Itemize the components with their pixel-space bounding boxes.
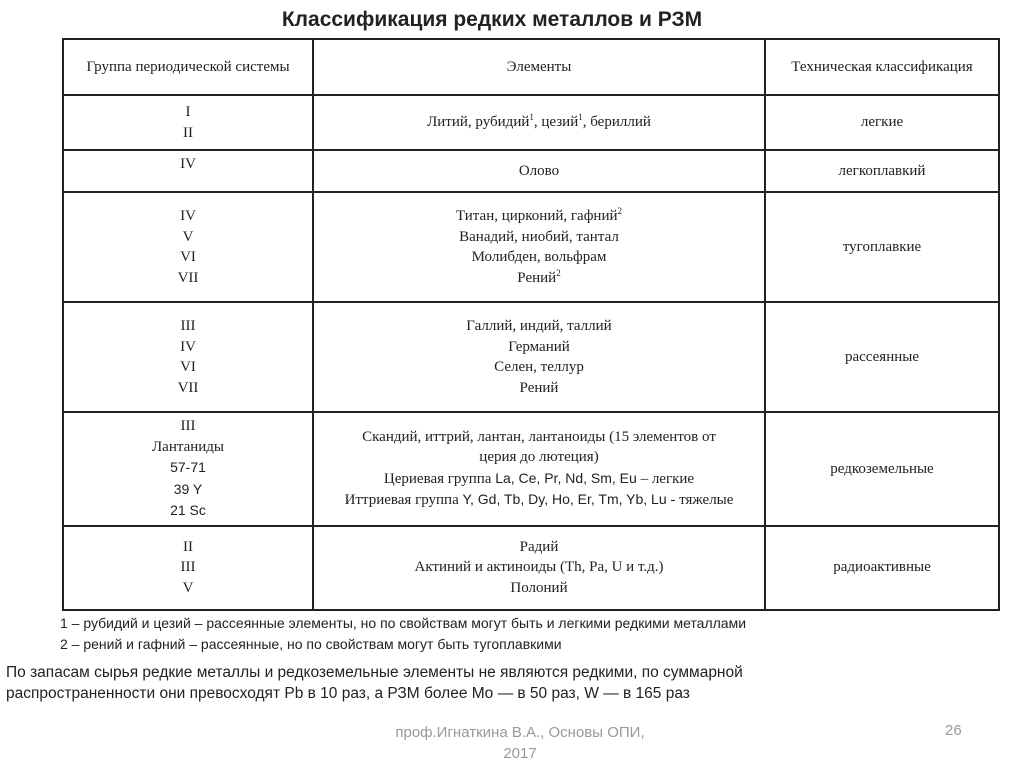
header-classification: Техническая классификация <box>765 39 999 95</box>
cell-text: IV <box>180 338 196 355</box>
cell-line <box>320 378 758 399</box>
cell-text: II <box>183 538 193 555</box>
cell-text: V <box>182 228 194 245</box>
cell-text: VI <box>180 249 196 265</box>
group-cell <box>63 192 313 302</box>
cell-text: III <box>180 559 196 576</box>
cell-text: Литий, рубидий <box>427 114 530 131</box>
cell-line <box>320 247 758 268</box>
cell-text: Олово <box>518 162 560 179</box>
cell-line <box>320 357 758 378</box>
cell-text: IV <box>180 208 196 224</box>
cell-text: Иттриевая группа <box>344 492 463 509</box>
header-group: Группа периодической системы <box>63 39 313 95</box>
footnote-marker: 2 <box>617 206 622 216</box>
cell-text: Ванадий, ниобий, тантал <box>459 228 619 245</box>
cell-line <box>320 316 758 337</box>
elements-cell <box>313 150 765 192</box>
cell-line <box>70 416 306 437</box>
footnote-marker: 2 <box>556 267 561 278</box>
summary-paragraph <box>6 662 743 704</box>
classification-cell: легкоплавкий <box>765 150 999 192</box>
cell-text: Радий <box>519 538 559 555</box>
group-cell <box>63 95 313 150</box>
cell-line <box>320 557 758 578</box>
table-row <box>63 526 999 610</box>
cell-line <box>320 206 758 227</box>
elements-cell <box>313 192 765 302</box>
classification-cell: легкие <box>765 95 999 150</box>
group-cell <box>63 150 313 192</box>
cell-text: V <box>182 579 194 596</box>
cell-text: IV <box>180 156 196 172</box>
classification-cell: радиоактивные <box>765 526 999 610</box>
cell-text: Лантаниды <box>151 438 225 455</box>
cell-line <box>70 268 306 289</box>
cell-line <box>70 227 306 248</box>
cell-line <box>70 247 306 268</box>
group-cell <box>63 302 313 412</box>
cell-line <box>70 102 306 123</box>
footnote-marker: 1 <box>578 112 583 123</box>
cell-line <box>320 427 758 448</box>
cell-text: III <box>180 318 196 334</box>
group-cell <box>63 526 313 610</box>
cell-line <box>320 112 758 133</box>
cell-line <box>70 357 306 378</box>
cell-text: Актиний и актиноиды (Th, Pa, U и т.д.) <box>414 559 664 576</box>
cell-text: , бериллий <box>582 114 651 131</box>
cell-text: - тяжелые <box>666 492 734 509</box>
cell-line <box>70 479 306 501</box>
summary-line: распространенности они превосходят Pb в 10 раз, а РЗМ более Mo — в 50 раз, W — в 165 раз <box>6 685 690 702</box>
cell-text: Полоний <box>510 579 568 596</box>
footer-line: проф.Игнаткина В.А., Основы ОПИ, <box>395 724 645 741</box>
cell-text: VI <box>180 359 196 375</box>
table-row <box>63 95 999 150</box>
footer-year: 2017 <box>503 745 537 762</box>
cell-text: Галлий, индий, таллий <box>466 318 612 334</box>
cell-line <box>70 537 306 558</box>
table-row <box>63 412 999 526</box>
cell-line <box>70 500 306 522</box>
cell-text: Цериевая группа <box>383 470 496 487</box>
cell-text: II <box>183 124 193 141</box>
cell-text: Скандий, иттрий, лантан, лантаноиды (15 элементов от <box>362 428 716 445</box>
cell-line <box>70 557 306 578</box>
cell-line <box>70 206 306 227</box>
cell-text: церия до лютеция) <box>479 449 599 466</box>
cell-line <box>320 337 758 358</box>
cell-text: 39 Y <box>173 480 203 497</box>
cell-text: Германий <box>508 338 570 355</box>
cell-line <box>70 437 306 458</box>
cell-text: I <box>185 104 191 120</box>
cell-line <box>320 578 758 599</box>
cell-line <box>70 457 306 479</box>
classification-cell: рассеянные <box>765 302 999 412</box>
classification-cell: тугоплавкие <box>765 192 999 302</box>
cell-text: Селен, теллур <box>494 359 584 375</box>
elements-cell <box>313 95 765 150</box>
cell-line <box>320 537 758 558</box>
footer-author <box>340 722 700 764</box>
cell-line <box>320 268 758 289</box>
cell-text: VII <box>177 269 199 286</box>
cell-text: , цезий <box>533 114 579 131</box>
cell-text: La, Ce, Pr, Nd, Sm, Eu <box>495 469 637 486</box>
table-header-row <box>63 39 999 95</box>
cell-text: Y, Gd, Tb, Dy, Ho, Er, Tm, Yb, Lu <box>462 491 667 508</box>
footnote-1: 1 – рубидий и цезий – рассеянные элементы, но по свойствам могут быть и легкими редкими металлами <box>60 615 747 631</box>
cell-line <box>320 227 758 248</box>
elements-cell <box>313 526 765 610</box>
cell-text: 21 Sc <box>170 502 206 518</box>
footnote-2: 2 – рений и гафний – рассеянные, но по свойствам могут быть тугоплавкими <box>60 636 562 652</box>
cell-text: III <box>180 418 196 434</box>
group-cell <box>63 412 313 526</box>
cell-text: 57-71 <box>170 459 206 475</box>
cell-text: VII <box>177 379 199 396</box>
slide-title: Классификация редких металлов и РЗМ <box>281 8 703 31</box>
elements-cell <box>313 412 765 526</box>
elements-cell <box>313 302 765 412</box>
cell-text: Молибден, вольфрам <box>471 249 607 265</box>
header-elements: Элементы <box>313 39 765 95</box>
cell-line <box>320 447 758 468</box>
cell-text: Рений <box>517 269 557 286</box>
footnote-marker: 1 <box>529 112 534 123</box>
table-row <box>63 150 999 192</box>
classification-cell: редкоземельные <box>765 412 999 526</box>
page-number: 26 <box>945 722 962 739</box>
cell-text: Рений <box>519 379 559 396</box>
footnotes <box>60 613 746 655</box>
cell-line <box>70 123 306 144</box>
cell-line <box>320 489 758 511</box>
table-row <box>63 192 999 302</box>
cell-line <box>320 161 758 182</box>
cell-text: – легкие <box>636 470 695 487</box>
summary-line: По запасам сырья редкие металлы и редкоземельные элементы не являются редкими, по суммарной <box>6 664 743 681</box>
table-row <box>63 302 999 412</box>
classification-table <box>62 38 1000 611</box>
cell-line <box>70 337 306 358</box>
cell-line <box>70 154 306 175</box>
cell-line <box>70 316 306 337</box>
cell-line <box>70 578 306 599</box>
cell-line <box>70 378 306 399</box>
cell-text: Титан, цирконий, гафний <box>455 208 618 224</box>
cell-line <box>320 468 758 490</box>
